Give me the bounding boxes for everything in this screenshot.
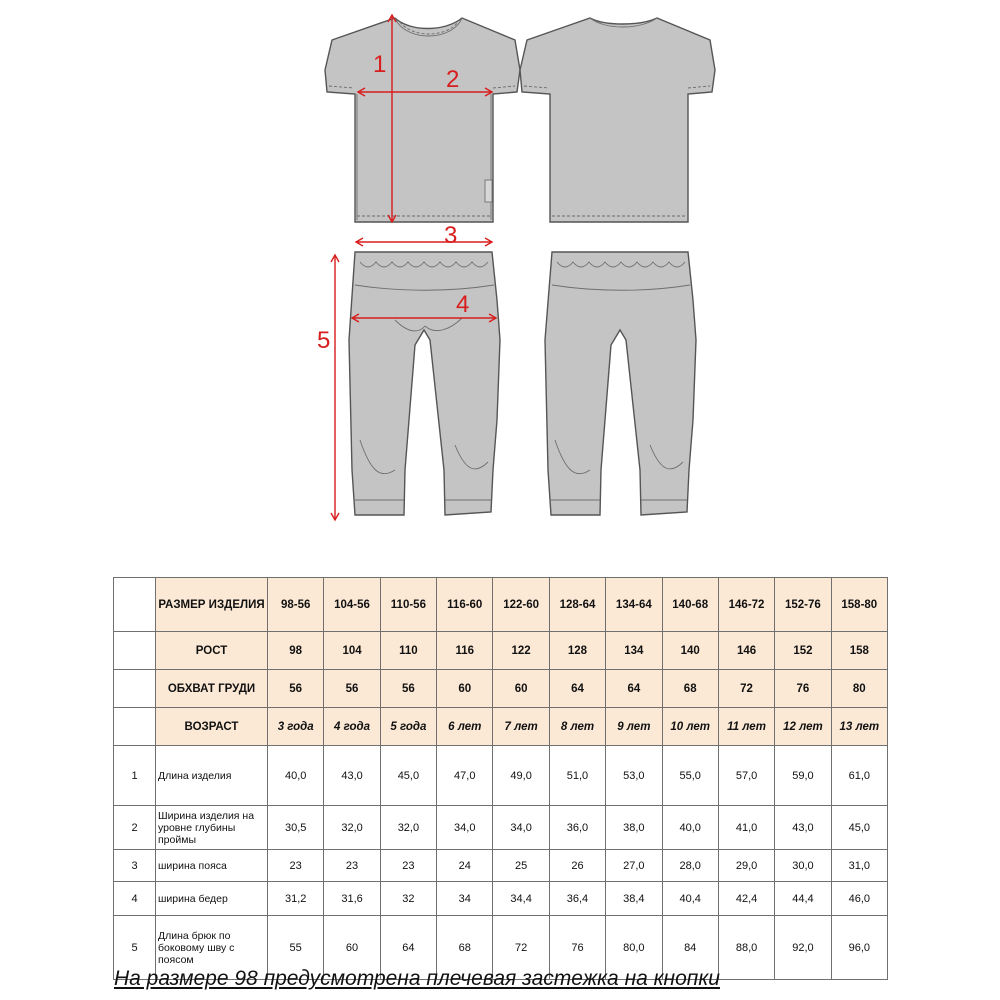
tshirt-back [520,18,715,222]
measurement-cell: 51,0 [549,746,605,806]
header-cell: 8 лет [549,708,605,746]
measurement-cell: 49,0 [493,746,549,806]
header-cell: 98-56 [268,578,324,632]
measurement-cell: 40,0 [662,806,718,850]
measurement-cell: 45,0 [831,806,887,850]
measurement-cell: 44,4 [775,882,831,916]
header-row-label: ВОЗРАСТ [156,708,268,746]
measurement-cell: 34,0 [493,806,549,850]
measurement-cell: 59,0 [775,746,831,806]
header-cell: 80 [831,670,887,708]
measurement-cell: 34,4 [493,882,549,916]
header-cell: 72 [718,670,774,708]
measurement-cell: 53,0 [606,746,662,806]
header-cell: 56 [268,670,324,708]
measurement-cell: 46,0 [831,882,887,916]
header-cell: 152-76 [775,578,831,632]
header-cell: 56 [324,670,380,708]
measurement-cell: 25 [493,850,549,882]
dimension-label-1: 1 [373,51,387,78]
header-cell: 110-56 [380,578,436,632]
measurement-name: Ширина изделия на уровне глубины проймы [156,806,268,850]
header-cell: 158 [831,632,887,670]
header-cell: 9 лет [606,708,662,746]
measurement-cell: 61,0 [831,746,887,806]
header-cell: 122-60 [493,578,549,632]
header-cell: 6 лет [437,708,493,746]
header-cell: 68 [662,670,718,708]
measurement-cell: 24 [437,850,493,882]
measurement-cell: 80,0 [606,916,662,980]
header-cell: 76 [775,670,831,708]
dimension-label-5: 5 [317,327,331,354]
header-cell: 134 [606,632,662,670]
measurement-row [114,806,888,850]
measurement-cell: 29,0 [718,850,774,882]
measurement-cell: 31,2 [268,882,324,916]
dimension-label-2: 2 [446,66,460,93]
measurement-cell: 55 [268,916,324,980]
measurement-number: 5 [114,916,156,980]
measurement-name: Длина изделия [156,746,268,806]
measurement-row [114,746,888,806]
measurement-cell: 45,0 [380,746,436,806]
header-cell: 4 года [324,708,380,746]
measurement-cell: 40,0 [268,746,324,806]
header-cell: 7 лет [493,708,549,746]
measurement-cell: 23 [380,850,436,882]
header-cell: 3 года [268,708,324,746]
measurement-cell: 47,0 [437,746,493,806]
measurement-cell: 60 [324,916,380,980]
measurement-cell: 43,0 [775,806,831,850]
header-cell: 5 года [380,708,436,746]
header-cell: 116-60 [437,578,493,632]
measurement-cell: 64 [380,916,436,980]
header-row [114,632,888,670]
measurement-cell: 32,0 [324,806,380,850]
measurement-cell: 68 [437,916,493,980]
size-table [113,577,888,980]
measurement-cell: 76 [549,916,605,980]
measurement-cell: 30,5 [268,806,324,850]
header-row-label: РОСТ [156,632,268,670]
measurement-cell: 28,0 [662,850,718,882]
header-cell: 146-72 [718,578,774,632]
header-cell: 140 [662,632,718,670]
header-cell: 11 лет [718,708,774,746]
measurement-cell: 88,0 [718,916,774,980]
dimension-label-3: 3 [444,222,458,249]
header-cell: 56 [380,670,436,708]
measurement-cell: 96,0 [831,916,887,980]
header-row-label: ОБХВАТ ГРУДИ [156,670,268,708]
measurement-cell: 32 [380,882,436,916]
header-cell: 12 лет [775,708,831,746]
measurement-number: 2 [114,806,156,850]
measurement-cell: 30,0 [775,850,831,882]
measurement-name: ширина бедер [156,882,268,916]
measurement-cell: 23 [268,850,324,882]
measurement-cell: 38,0 [606,806,662,850]
measurement-cell: 32,0 [380,806,436,850]
measurement-number: 1 [114,746,156,806]
blank-cell [114,632,156,670]
header-cell: 128-64 [549,578,605,632]
header-cell: 152 [775,632,831,670]
measurement-cell: 42,4 [718,882,774,916]
header-cell: 64 [606,670,662,708]
header-cell: 134-64 [606,578,662,632]
header-cell: 60 [493,670,549,708]
measurement-cell: 31,6 [324,882,380,916]
measurement-cell: 84 [662,916,718,980]
measurement-cell: 36,4 [549,882,605,916]
header-cell: 60 [437,670,493,708]
measurement-cell: 31,0 [831,850,887,882]
measurement-cell: 43,0 [324,746,380,806]
measurement-cell: 92,0 [775,916,831,980]
blank-cell [114,708,156,746]
measurement-cell: 55,0 [662,746,718,806]
header-cell: 98 [268,632,324,670]
footnote: На размере 98 предусмотрена плечевая застежка на кнопки [114,967,720,990]
measurement-cell: 38,4 [606,882,662,916]
header-cell: 110 [380,632,436,670]
pants-back [545,252,696,515]
measurement-cell: 40,4 [662,882,718,916]
header-cell: 158-80 [831,578,887,632]
header-cell: 116 [437,632,493,670]
measurement-cell: 26 [549,850,605,882]
measurement-name: Длина брюк по боковому шву с поясом [156,916,268,980]
header-cell: 146 [718,632,774,670]
blank-cell [114,670,156,708]
measurement-number: 4 [114,882,156,916]
header-cell: 64 [549,670,605,708]
measurement-cell: 23 [324,850,380,882]
measurement-cell: 36,0 [549,806,605,850]
measurement-name: ширина пояса [156,850,268,882]
header-cell: 122 [493,632,549,670]
measurement-cell: 34 [437,882,493,916]
measurement-cell: 72 [493,916,549,980]
header-row [114,708,888,746]
measurement-cell: 27,0 [606,850,662,882]
tshirt-front [325,18,520,222]
header-cell: 104 [324,632,380,670]
header-row [114,578,888,632]
header-cell: 10 лет [662,708,718,746]
pants-front [349,252,500,515]
header-cell: 140-68 [662,578,718,632]
measurement-row [114,850,888,882]
measurement-cell: 57,0 [718,746,774,806]
measurement-number: 3 [114,850,156,882]
header-row-label: РАЗМЕР ИЗДЕЛИЯ [156,578,268,632]
header-cell: 104-56 [324,578,380,632]
header-cell: 128 [549,632,605,670]
blank-cell [114,578,156,632]
dimension-label-4: 4 [456,291,470,318]
header-row [114,670,888,708]
measurement-cell: 41,0 [718,806,774,850]
header-cell: 13 лет [831,708,887,746]
measurement-row [114,882,888,916]
measurement-cell: 34,0 [437,806,493,850]
